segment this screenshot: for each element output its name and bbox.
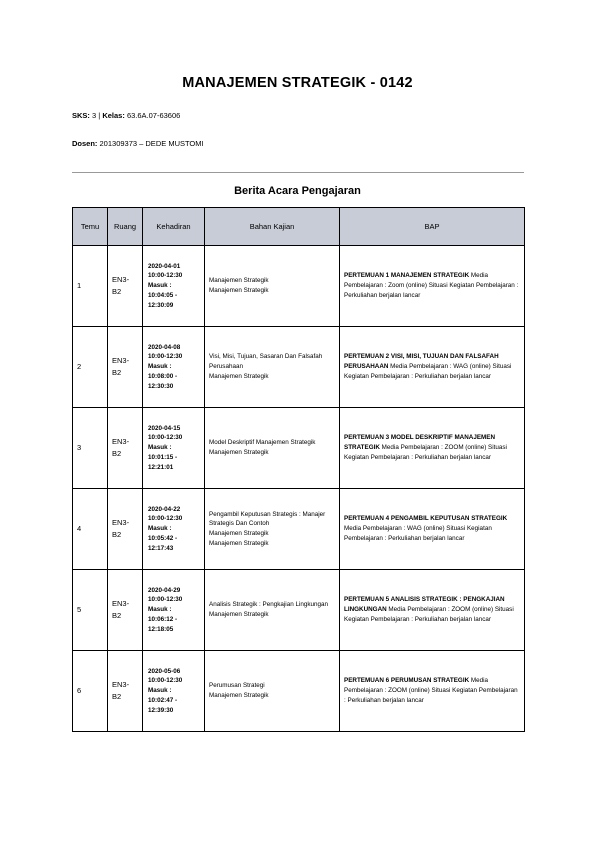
bahan-kajian-text: Manajemen Strategik: [209, 287, 269, 294]
bahan-kajian-cell: [205, 489, 340, 570]
ruang-cell: [108, 489, 143, 570]
header-bap: BAP: [340, 208, 525, 246]
bap-description: Media Pembelajaran : ZOOM (online) Situasi Kegiatan Pembelajaran : Perkuliahan berjalan lancar: [344, 606, 514, 623]
bap-cell: [340, 651, 525, 732]
ruang-cell: [108, 246, 143, 327]
ruang-text: EN3-: [112, 356, 130, 366]
ruang-text: B2: [112, 449, 122, 458]
table-row: [73, 408, 525, 489]
kehadiran-text: 10:00-12:30: [148, 434, 183, 442]
bahan-kajian-text: Analisis Strategik : Pengkajian Lingkungan: [209, 601, 329, 609]
temu-cell: 5: [73, 570, 108, 651]
header-kehadiran: Kehadiran: [143, 208, 205, 246]
bap-cell: [340, 327, 525, 408]
kehadiran-text: 2020-05-06: [148, 667, 181, 675]
kehadiran-cell: [143, 246, 205, 327]
sks-value: 3: [92, 111, 97, 120]
page-title: MANAJEMEN STRATEGIK - 0142: [182, 75, 413, 91]
kehadiran-cell: [143, 651, 205, 732]
header-bahan-kajian: Bahan Kajian: [205, 208, 340, 246]
kehadiran-cell: [143, 489, 205, 570]
kehadiran-text: 10:05:42 -: [148, 534, 178, 542]
temu-cell: 3: [73, 408, 108, 489]
ruang-text: EN3-: [112, 599, 130, 609]
table-row: [73, 570, 525, 651]
bahan-kajian-text: Perumusan Strategi: [209, 682, 265, 690]
divider: [72, 172, 524, 173]
ruang-text: B2: [112, 287, 122, 296]
bap-cell: [340, 489, 525, 570]
table-row: [73, 651, 525, 732]
kehadiran-text: 2020-04-29: [148, 586, 181, 594]
header-temu: Temu: [73, 208, 108, 246]
kehadiran-text: Masuk :: [148, 363, 172, 371]
bahan-kajian-cell: [205, 651, 340, 732]
kehadiran-text: Masuk :: [148, 606, 172, 614]
ruang-cell: [108, 408, 143, 489]
kehadiran-text: 10:00-12:30: [148, 272, 183, 280]
bap-cell: [340, 570, 525, 651]
bap-description: Media Pembelajaran : WAG (online) Situasi Kegiatan Pembelajaran : Perkuliahan berjalan lancar: [344, 525, 492, 542]
kehadiran-text: 12:17:43: [148, 544, 174, 552]
bap-table: [72, 207, 525, 732]
kehadiran-text: 12:18:05: [148, 625, 174, 633]
temu-cell: 2: [73, 327, 108, 408]
kehadiran-text: 10:00-12:30: [148, 353, 183, 361]
bahan-kajian-text: Manajemen Strategik: [209, 539, 269, 547]
table-row: [73, 489, 525, 570]
bahan-kajian-text: Visi, Misi, Tujuan, Sasaran Dan Falsafah Perusahaan: [209, 353, 323, 371]
kehadiran-text: Masuk :: [148, 687, 172, 695]
kehadiran-text: Masuk :: [148, 282, 172, 290]
kehadiran-text: 2020-04-15: [148, 424, 181, 432]
kehadiran-cell: [143, 570, 205, 651]
kehadiran-text: 10:08:00 -: [148, 372, 178, 380]
dosen-label: Dosen:: [72, 139, 98, 148]
bap-cell: [340, 246, 525, 327]
kehadiran-text: Masuk :: [148, 444, 172, 452]
bahan-kajian-text: Manajemen Strategik: [209, 372, 269, 380]
ruang-text: B2: [112, 530, 122, 539]
bahan-kajian-cell: [205, 570, 340, 651]
bahan-kajian-text: Model Deskriptif Manajemen Strategik: [209, 439, 316, 447]
ruang-text: B2: [112, 611, 122, 620]
bahan-kajian-text: Pengambil Keputusan Strategis : Manajer Strategis Dan Contoh: [209, 510, 326, 528]
bahan-kajian-cell: [205, 327, 340, 408]
ruang-text: EN3-: [112, 680, 130, 690]
kehadiran-text: 10:02:47 -: [148, 696, 178, 704]
bap-description: Media Pembelajaran : ZOOM (online) Situasi Kegiatan Pembelajaran : Perkuliahan berjalan lancar: [344, 444, 507, 461]
ruang-text: B2: [112, 368, 122, 377]
bap-description: Media Pembelajaran : WAG (online) Situasi Kegiatan Pembelajaran : Perkuliahan berjalan lancar: [344, 363, 512, 380]
bahan-kajian-text: Manajemen Strategik: [209, 530, 269, 537]
bap-description: Media Pembelajaran : Zoom (online) Situasi Kegiatan Pembelajaran : Perkuliahan berjalan lancar: [344, 272, 519, 299]
sks-label: SKS:: [72, 111, 90, 120]
kelas-label: Kelas:: [102, 111, 125, 120]
kehadiran-text: 12:39:30: [148, 706, 174, 714]
kehadiran-text: 2020-04-01: [148, 262, 181, 270]
separator: |: [98, 111, 101, 120]
bap-heading: PERTEMUAN 5 ANALISIS STRATEGIK : PENGKAJIAN LINGKUNGAN: [344, 596, 505, 614]
bap-heading: PERTEMUAN 6 PERUMUSAN STRATEGIK: [344, 677, 470, 685]
bap-heading: PERTEMUAN 1 MANAJEMEN STRATEGIK: [344, 272, 470, 280]
kehadiran-text: 12:21:01: [148, 463, 174, 471]
kehadiran-text: Masuk :: [148, 525, 172, 533]
ruang-cell: [108, 651, 143, 732]
kehadiran-text: 12:30:09: [148, 301, 174, 309]
ruang-cell: [108, 327, 143, 408]
kehadiran-text: 10:04:05 -: [148, 291, 178, 299]
kelas-value: 63.6A.07-63606: [126, 111, 181, 120]
kehadiran-cell: [143, 408, 205, 489]
temu-cell: 1: [73, 246, 108, 327]
kehadiran-text: 2020-04-08: [148, 343, 181, 351]
bahan-kajian-cell: [205, 408, 340, 489]
bahan-kajian-text: Manajemen Strategik: [209, 611, 269, 618]
kehadiran-text: 10:00-12:30: [148, 515, 183, 523]
lecturer-info-line: [72, 139, 204, 148]
kehadiran-text: 10:00-12:30: [148, 677, 183, 685]
bahan-kajian-text: Manajemen Strategik: [209, 692, 269, 699]
kehadiran-text: 12:30:30: [148, 382, 174, 390]
ruang-text: EN3-: [112, 437, 130, 447]
bahan-kajian-text: Manajemen Strategik: [209, 277, 269, 285]
table-row: [73, 246, 525, 327]
temu-cell: 4: [73, 489, 108, 570]
bahan-kajian-text: Manajemen Strategik: [209, 449, 269, 456]
kehadiran-cell: [143, 327, 205, 408]
kehadiran-text: 10:01:15 -: [148, 453, 178, 461]
ruang-text: EN3-: [112, 518, 130, 528]
ruang-text: EN3-: [112, 275, 130, 285]
ruang-text: B2: [112, 692, 122, 701]
table-header-row: [73, 208, 525, 246]
kehadiran-text: 2020-04-22: [148, 505, 181, 513]
bap-description: Media Pembelajaran : ZOOM (online) Situasi Kegiatan Pembelajaran : Perkuliahan berjalan lancar: [344, 677, 518, 704]
bap-heading: PERTEMUAN 2 VISI, MISI, TUJUAN DAN FALSAFAH PERUSAHAAN: [344, 353, 499, 371]
kehadiran-text: 10:06:12 -: [148, 615, 178, 623]
bap-heading: PERTEMUAN 3 MODEL DESKRIPTIF MANAJEMEN STRATEGIK: [344, 434, 496, 452]
bahan-kajian-cell: [205, 246, 340, 327]
bap-cell: [340, 408, 525, 489]
table-row: [73, 327, 525, 408]
temu-cell: 6: [73, 651, 108, 732]
course-info-line: [72, 111, 180, 120]
kehadiran-text: 10:00-12:30: [148, 596, 183, 604]
header-ruang: Ruang: [108, 208, 143, 246]
bap-heading: PERTEMUAN 4 PENGAMBIL KEPUTUSAN STRATEGIK: [344, 515, 508, 523]
dosen-value: 201309373 – DEDE MUSTOMI: [99, 139, 204, 148]
section-title: Berita Acara Pengajaran: [234, 185, 361, 197]
ruang-cell: [108, 570, 143, 651]
